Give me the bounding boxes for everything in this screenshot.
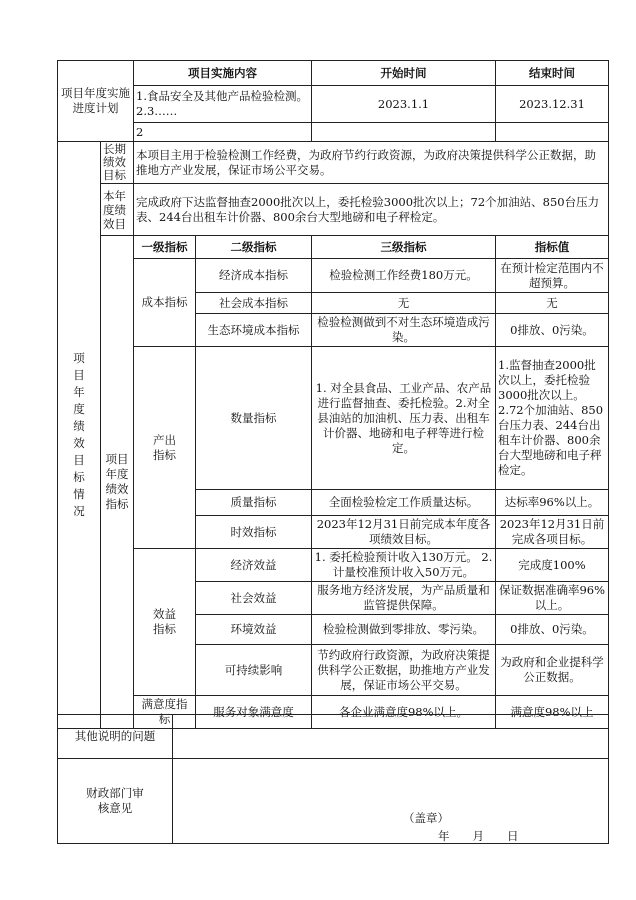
long-term-label: 长期绩效目标 [101,142,134,184]
level2: 经济成本指标 [196,259,312,293]
other-notes-value [173,715,609,759]
level1-cost: 成本指标 [134,259,196,347]
level2: 数量指标 [196,347,312,490]
level1-benefit: 效益指标 [134,549,196,696]
header-end: 结束时间 [496,61,609,86]
goals-section-label: 项目年度绩效目标情况 [58,142,101,729]
level3: 各企业满意度98%以上。 [312,696,496,729]
header-level1: 一级指标 [134,236,196,259]
value: 在预计检定范围内不超预算。 [496,259,609,293]
finance-label: 财政部门审核意见 [58,759,173,844]
schedule-end [496,123,609,142]
level3: 检验检测工作经费180万元。 [312,259,496,293]
level2: 质量指标 [196,490,312,516]
level3: 节约政府行政资源，为政府决策提供科学公正数据，助推地方产业发展，保证市场公平交易。 [312,645,496,696]
level2: 环境效益 [196,615,312,645]
value: 0排放、0污染。 [496,615,609,645]
value: 2023年12月31日前完成各项目标。 [496,516,609,549]
annual-text: 完成政府下达监督抽查2000批次以上，委托检验3000批次以上；72个加油站、850台压力表、244台出租车计价器、800余台大型地磅和电子秤检定。 [134,184,609,236]
header-level3: 三级指标 [312,236,496,259]
level3: 服务地方经济发展，为产品质量和监管提供保障。 [312,582,496,615]
seal-text: （盖章） [403,811,449,825]
value: 为政府和企业提科学公正数据。 [496,645,609,696]
level3: 检验检测做到不对生态环境造成污染。 [312,314,496,347]
review-table [57,714,609,844]
value: 达标率96%以上。 [496,490,609,516]
schedule-label: 项目年度实施进度计划 [58,61,134,142]
level1-output: 产出指标 [134,347,196,549]
header-start: 开始时间 [312,61,496,86]
value: 0排放、0污染。 [496,314,609,347]
level2: 可持续影响 [196,645,312,696]
level3: 无 [312,293,496,314]
schedule-content: 1.食品安全及其他产品检验检测。2.3…… [134,86,312,123]
level2: 服务对象满意度 [196,696,312,729]
date-text: 年 月 日 [438,829,519,843]
level2: 时效指标 [196,516,312,549]
schedule-end: 2023.12.31 [496,86,609,123]
schedule-start [312,123,496,142]
long-term-text: 本项目主用于检验检测工作经费，为政府节约行政资源，为政府决策提供科学公正数据，助推地方产业发展，保证市场公平交易。 [134,142,609,184]
level2: 社会效益 [196,582,312,615]
value: 保证数据准确率96%以上。 [496,582,609,615]
level3: 1. 委托检验预计收入130万元。 2.计量校准预计收入50万元。 [312,549,496,582]
header-content: 项目实施内容 [134,61,312,86]
level2: 社会成本指标 [196,293,312,314]
other-notes-label: 其他说明的问题 [58,715,173,759]
header-level2: 二级指标 [196,236,312,259]
indicators-label: 项目年度绩效指标 [101,236,134,729]
level3: 1. 对全县食品、工业产品、农产品进行监督抽查、委托检验。2.对全县油站的加油机、压力表、出租车计价器、地磅和电子秤等进行检定。 [312,347,496,490]
header-value: 指标值 [496,236,609,259]
schedule-start: 2023.1.1 [312,86,496,123]
value: 满意度98%以上 [496,696,609,729]
level3: 检验检测做到零排放、零污染。 [312,615,496,645]
value: 无 [496,293,609,314]
level2: 生态环境成本指标 [196,314,312,347]
annual-label: 本年度绩效目 [101,184,134,236]
level3: 全面检验检定工作质量达标。 [312,490,496,516]
level2: 经济效益 [196,549,312,582]
level3: 2023年12月31日前完成本年度各项绩效目标。 [312,516,496,549]
value: 1.监督抽查2000批次以上，委托检验3000批次以上。 2.72个加油站、850台压力表、244台出租车计价器、800余台大型地磅和电子秤检定。 [496,347,609,490]
level1-satisfaction: 满意度指标 [134,696,196,729]
schedule-content: 2 [134,123,312,142]
value: 完成度100% [496,549,609,582]
performance-table [57,60,609,729]
